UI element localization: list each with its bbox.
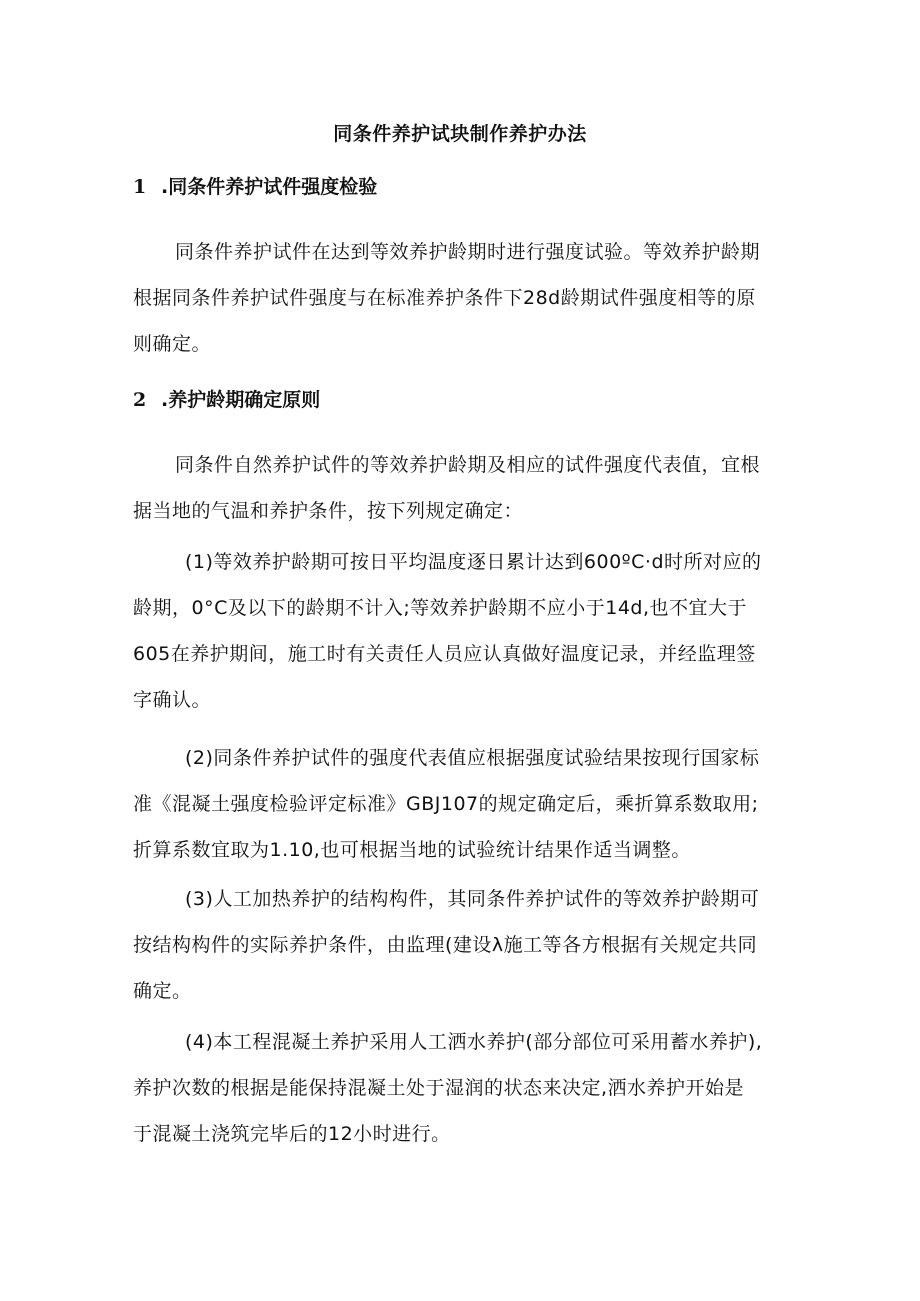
section-2-heading — [133, 385, 320, 415]
paragraph-line: 龄期，0°C及以下的龄期不计入;等效养护龄期不应小于14d,也不宜大于 — [133, 597, 748, 619]
paragraph-line: 同条件自然养护试件的等效养护龄期及相应的试件强度代表值，宜根 — [175, 454, 761, 476]
section-2-item-3 — [133, 876, 793, 1014]
section-1-title: .同条件养护试件强度检验 — [161, 176, 378, 198]
paragraph-line: 字确认。 — [133, 689, 212, 711]
paragraph-line: 按结构构件的实际养护条件，由监理(建设λ施工等各方根据有关规定共同 — [133, 934, 758, 956]
paragraph-line: (3)人工加热养护的结构构件，其同条件养护试件的等效养护龄期可 — [185, 888, 760, 910]
section-2-item-4 — [133, 1019, 793, 1157]
section-2-intro — [133, 442, 793, 534]
paragraph-line: 准《混凝土强度检验评定标准》GBJ107的规定确定后，乘折算系数取用; — [133, 793, 759, 815]
paragraph-line: 确定。 — [133, 980, 192, 1002]
section-1-paragraph — [133, 229, 793, 367]
paragraph-line: 养护次数的根据是能保持混凝土处于湿润的状态来决定,洒水养护开始是 — [133, 1077, 745, 1099]
section-2-title: .养护龄期确定原则 — [161, 389, 321, 411]
paragraph-line: 据当地的气温和养护条件，按下列规定确定： — [133, 500, 524, 522]
paragraph-line: 605在养护期间，施工时有关责任人员应认真做好温度记录，并经监理签 — [133, 643, 756, 665]
section-2-number: 2 — [133, 389, 147, 411]
section-2-item-2 — [133, 735, 793, 873]
paragraph-line: 根据同条件养护试件强度与在标准养护条件下28d龄期试件强度相等的原 — [133, 287, 756, 309]
paragraph-line: (4)本工程混凝土养护采用人工洒水养护(部分部位可采用蓄水养护), — [185, 1031, 763, 1053]
paragraph-line: 则确定。 — [133, 333, 212, 355]
paragraph-line: 于混凝土浇筑完毕后的12小时进行。 — [133, 1123, 451, 1145]
section-1-number: 1 — [133, 176, 147, 198]
section-1-heading — [133, 172, 377, 202]
section-2-item-1 — [133, 539, 793, 723]
paragraph-line: (1)等效养护龄期可按日平均温度逐日累计达到600ºC·d时所对应的 — [185, 551, 762, 573]
paragraph-line: 同条件养护试件在达到等效养护龄期时进行强度试验。等效养护龄期 — [175, 241, 761, 263]
document-title: 同条件养护试块制作养护办法 — [333, 123, 587, 145]
paragraph-line: 折算系数宜取为1.10,也可根据当地的试验统计结果作适当调整。 — [133, 839, 691, 861]
paragraph-line: (2)同条件养护试件的强度代表值应根据强度试验结果按现行国家标 — [185, 747, 760, 769]
